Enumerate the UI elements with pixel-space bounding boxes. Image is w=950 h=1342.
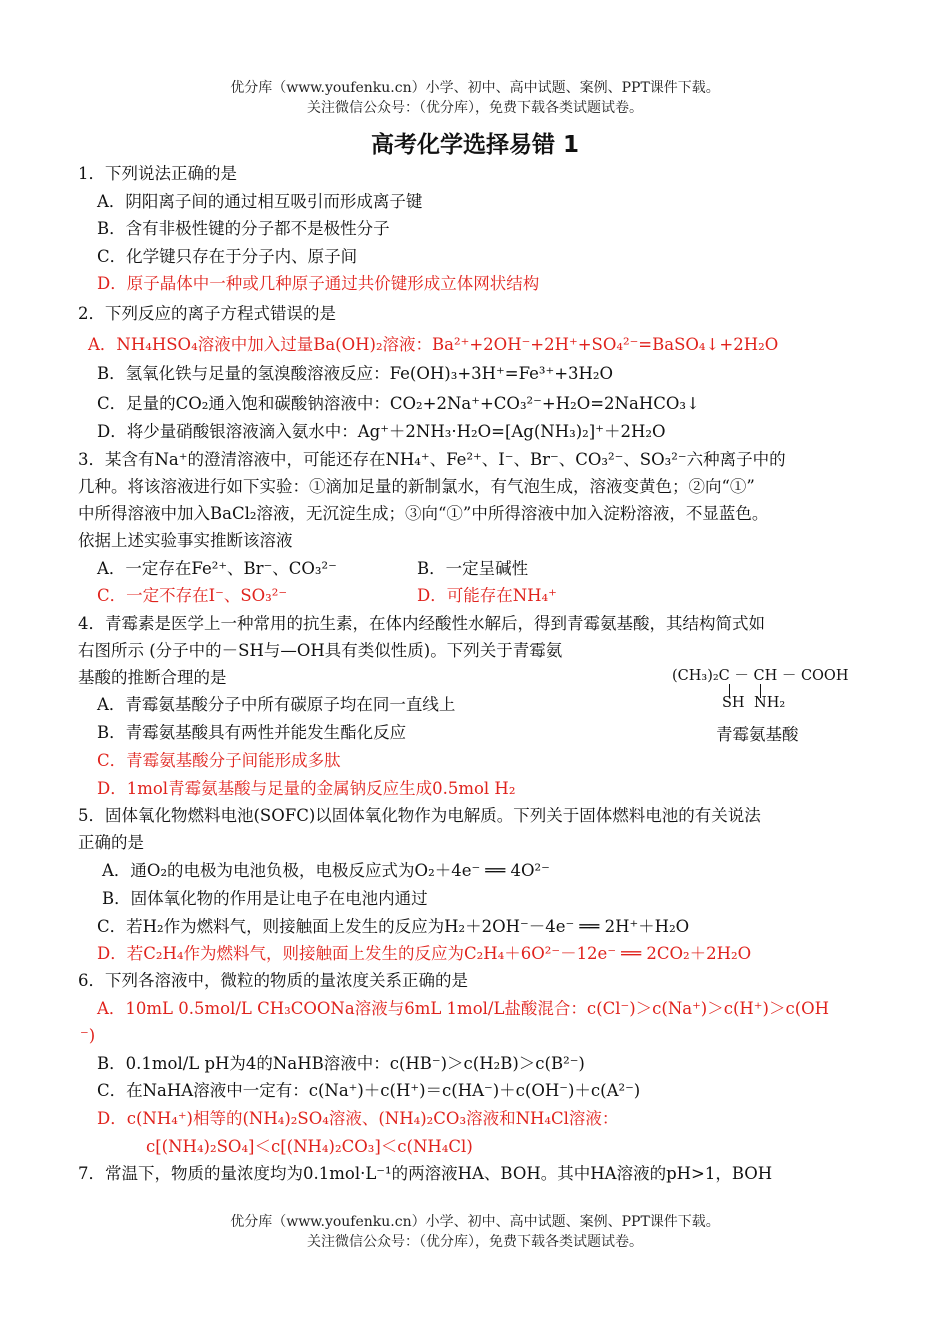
q1-option-d-answer: D．原子晶体中一种或几种原子通过共价键形成立体网状结构 [97,274,540,293]
structure-nh2-group: NH₂ [754,695,786,711]
q3-option-c-answer: C．一定不存在I⁻、SO₃²⁻ [97,586,288,605]
q1-option-c: C．化学键只存在于分子内、原子间 [97,247,358,266]
q3-option-b: B．一定呈碱性 [417,559,529,578]
q3-option-d-answer: D．可能存在NH₄⁺ [417,586,557,605]
q3-option-a: A．一定存在Fe²⁺、Br⁻、CO₃²⁻ [97,559,337,578]
q4-stem-line-2: 右图所示 (分子中的－SH与—OH具有类似性质)。下列关于青霉氨 [78,641,563,660]
q5-option-b: B．固体氧化物的作用是让电子在电池内通过 [102,889,428,908]
q3-stem-line-3: 中所得溶液中加入BaCl₂溶液，无沉淀生成；③向“①”中所得溶液中加入淀粉溶液，不显蓝色。 [78,504,769,523]
q5-stem-line-2: 正确的是 [78,833,144,852]
q3-stem-line-4: 依据上述实验事实推断该溶液 [78,531,293,550]
q1-option-b: B．含有非极性键的分子都不是极性分子 [97,219,390,238]
structure-main-chain: (CH₃)₂C － CH － COOH [672,668,849,684]
q4-option-d-answer: D．1mol青霉氨基酸与足量的金属钠反应生成0.5mol H₂ [97,779,516,798]
q6-stem: 6．下列各溶液中，微粒的物质的量浓度关系正确的是 [78,971,468,990]
q4-option-c-answer: C．青霉氨基酸分子间能形成多肽 [97,751,341,770]
q6-option-b: B．0.1mol/L pH为4的NaHB溶液中：c(HB⁻)＞c(H₂B)＞c(B²⁻) [97,1054,585,1073]
q2-option-a-answer: A．NH₄HSO₄溶液中加入过量Ba(OH)₂溶液：Ba²⁺+2OH⁻+2H⁺+SO₄²⁻=BaSO₄↓+2H₂O [88,335,779,354]
header-line-2: 关注微信公众号：（优分库），免费下载各类试题试卷。 [307,100,643,116]
q5-option-c: C．若H₂作为燃料气，则接触面上发生的反应为H₂＋2OH⁻－4e⁻ ══ 2H⁺＋H₂O [97,917,690,936]
q5-option-d-answer: D．若C₂H₄作为燃料气，则接触面上发生的反应为C₂H₄＋6O²⁻－12e⁻ ══ 2CO₂＋2H₂O [97,944,752,963]
q2-option-b: B．氢氧化铁与足量的氢溴酸溶液反应：Fe(OH)₃+3H⁺=Fe³⁺+3H₂O [97,364,614,383]
q6-option-a-answer-cont: ⁻) [80,1026,96,1045]
q7-stem: 7．常温下，物质的量浓度均为0.1mol·L⁻¹的两溶液HA、BOH。其中HA溶液的pH>1，BOH [78,1164,773,1183]
q3-stem-line-2: 几种。将该溶液进行如下实验：①滴加足量的新制氯水，有气泡生成，溶液变黄色；②向“①” [78,477,755,496]
q3-stem-line-1: 3．某含有Na⁺的澄清溶液中，可能还存在NH₄⁺、Fe²⁺、I⁻、Br⁻、CO₃²⁻、SO₃²⁻六种离子中的 [78,450,786,469]
q6-option-c: C．在NaHA溶液中一定有：c(Na⁺)＋c(H⁺)＝c(HA⁻)＋c(OH⁻)＋c(A²⁻) [97,1081,641,1100]
q2-stem: 2．下列反应的离子方程式错误的是 [78,304,336,323]
footer-line-2: 关注微信公众号：（优分库），免费下载各类试题试卷。 [307,1234,643,1250]
q4-option-b: B．青霉氨基酸具有两性并能发生酯化反应 [97,723,407,742]
structure-caption: 青霉氨基酸 [716,725,799,744]
q4-stem-line-1: 4．青霉素是医学上一种常用的抗生素，在体内经酸性水解后，得到青霉氨基酸，其结构简式如 [78,614,765,633]
header-line-1: 优分库（www.youfenku.cn）小学、初中、高中试题、案例、PPT课件下载。 [230,80,720,96]
q4-stem-line-3: 基酸的推断合理的是 [78,668,227,687]
q5-option-a: A．通O₂的电极为电池负极，电极反应式为O₂＋4e⁻ ══ 4O²⁻ [102,861,550,880]
page-title: 高考化学选择易错 1 [370,132,579,158]
q1-stem: 1．下列说法正确的是 [78,164,237,183]
q6-option-d-answer-cont: c[(NH₄)₂SO₄]＜c[(NH₄)₂CO₃]＜c(NH₄Cl) [146,1137,473,1156]
q2-option-c: C．足量的CO₂通入饱和碳酸钠溶液中：CO₂+2Na⁺+CO₃²⁻+H₂O=2NaHCO₃↓ [97,394,700,413]
q5-stem-line-1: 5．固体氧化物燃料电池(SOFC)以固体氧化物作为电解质。下列关于固体燃料电池的有关说法 [78,806,761,825]
structure-sh-group: SH [722,695,745,711]
q1-option-a: A．阴阳离子间的通过相互吸引而形成离子键 [97,192,423,211]
q6-option-d-answer: D．c(NH₄⁺)相等的(NH₄)₂SO₄溶液、(NH₄)₂CO₃溶液和NH₄Cl溶液： [97,1109,619,1128]
q6-option-a-answer: A．10mL 0.5mol/L CH₃COONa溶液与6mL 1mol/L盐酸混合：c(Cl⁻)＞c(Na⁺)＞c(H⁺)＞c(OH [97,999,830,1018]
footer-line-1: 优分库（www.youfenku.cn）小学、初中、高中试题、案例、PPT课件下载。 [230,1214,720,1230]
q2-option-d: D．将少量硝酸银溶液滴入氨水中：Ag⁺＋2NH₃·H₂O=[Ag(NH₃)₂]⁺＋2H₂O [97,422,666,441]
q4-option-a: A．青霉氨基酸分子中所有碳原子均在同一直线上 [97,695,456,714]
